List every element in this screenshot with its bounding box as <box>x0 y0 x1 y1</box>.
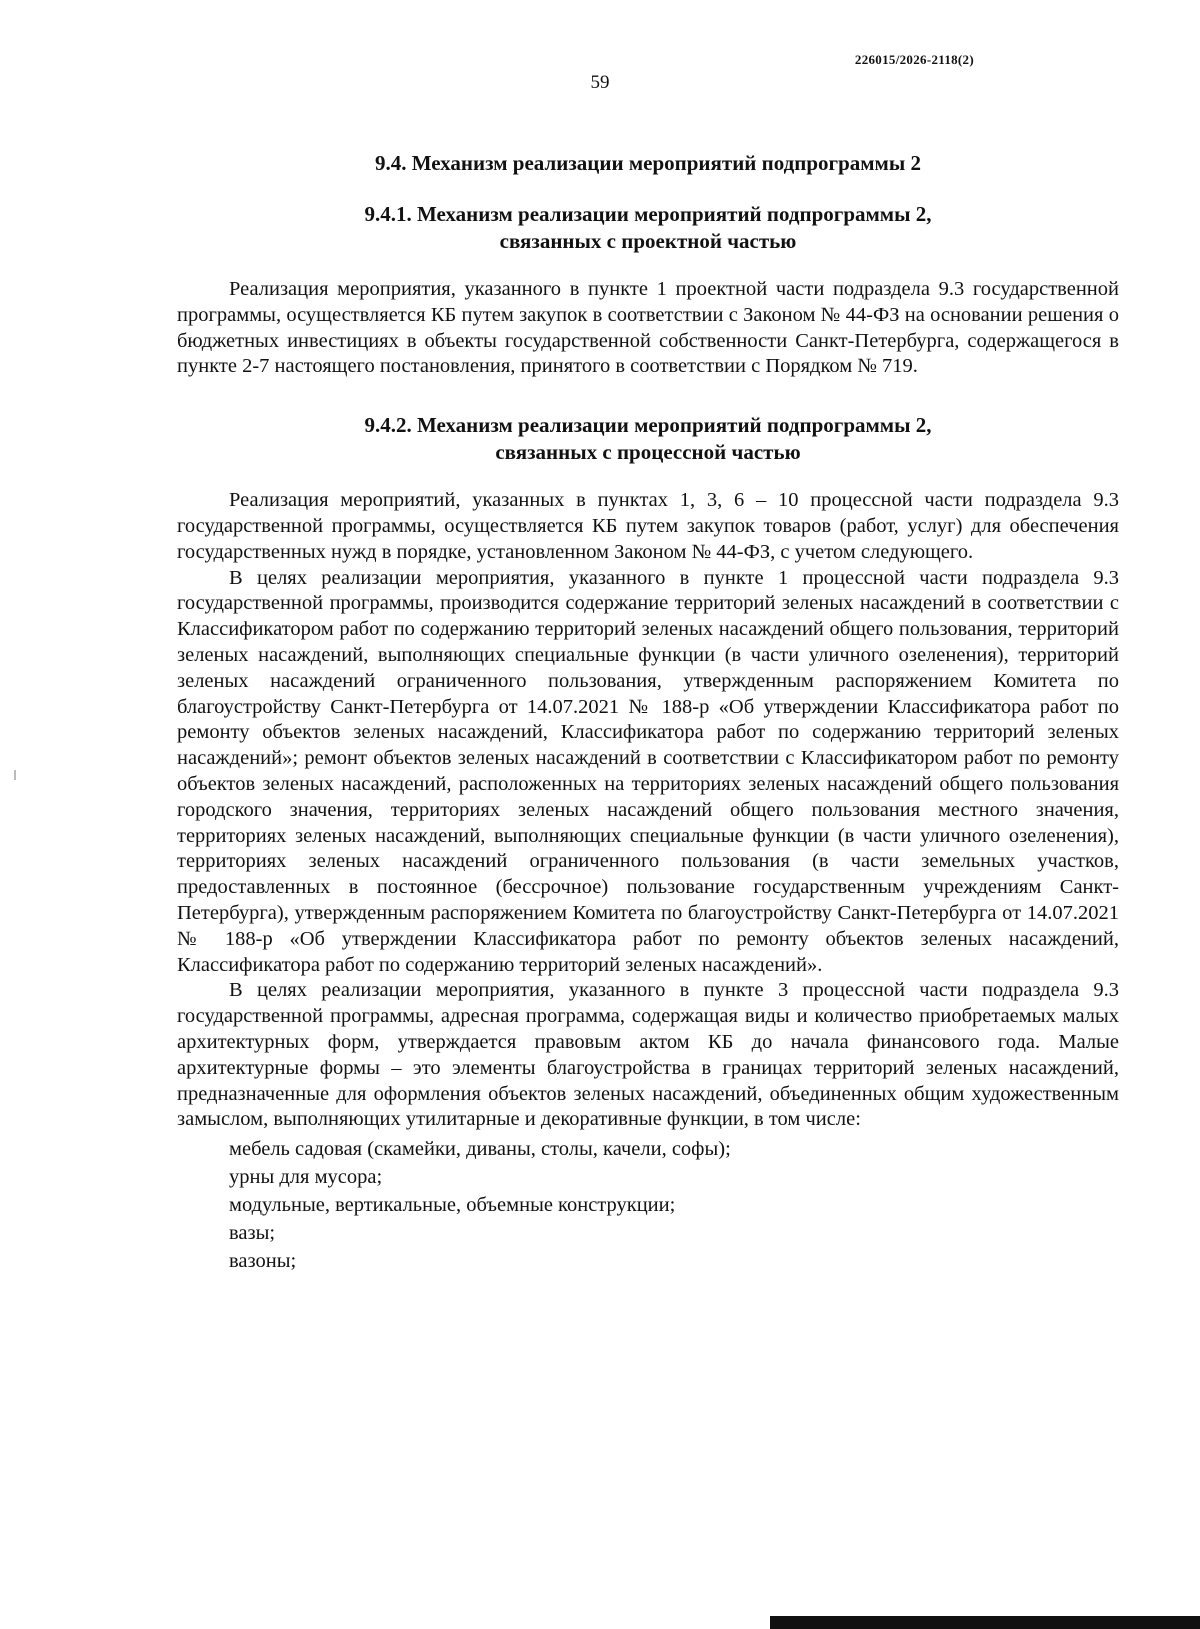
maf-list <box>177 1135 1119 1275</box>
section-main-title: 9.4. Механизм реализации мероприятий подпрограммы 2 <box>374 151 922 175</box>
list-item: вазоны; <box>229 1250 297 1273</box>
list-item: модульные, вертикальные, объемные конструкции; <box>229 1194 676 1217</box>
list-item: вазы; <box>229 1222 276 1245</box>
section-2-title <box>177 412 1119 466</box>
section-1-title-line2: связанных с проектной частью <box>499 229 797 253</box>
section-2-paragraph-2: В целях реализации мероприятия, указанного в пункте 1 процессной части подраздела 9.3 государственной программы, производится содержание территорий зеленых насаждений в соответствии с Классификатором работ по содержанию территорий зеленых насаждений общего пользования, территорий зеленых насаждений, выполняющих специальные функции (в части уличного озеленения), территорий зеленых насаждений ограниченного пользования, утвержденным распоряжением Комитета по благоустройству Санкт-Петербурга от 14.07.2021 № 188-р «Об утверждении Классификатора работ по ремонту объектов зеленых насаждений, Классификатора работ по содержанию территорий зеленых насаждений»; ремонт объектов зеленых насаждений в соответствии с Классификатором работ по ремонту объектов зеленых насаждений, расположенных на территориях зеленых насаждений общего пользования городского значения, территориях зеленых насаждений общего пользования местного значения, территориях зеленых насаждений, выполняющих специальные функции (в части уличного озеленения), территориях зеленых насаждений ограниченного пользования (в части земельных участков, предоставленных в постоянное (бессрочное) пользование государственным учреждениям Санкт-Петербурга), утвержденным распоряжением Комитета по благоустройству Санкт-Петербурга от 14.07.2021 № 188-р «Об утверждении Классификатора работ по ремонту объектов зеленых насаждений, Классификатора работ по содержанию территорий зеленых насаждений». <box>177 566 1119 976</box>
list-item: урны для мусора; <box>229 1166 383 1189</box>
section-1-paragraph: Реализация мероприятия, указанного в пункте 1 проектной части подраздела 9.3 государственной программы, осуществляется КБ путем закупок в соответствии с Законом № 44-ФЗ на основании решения о бюджетных инвестициях в объекты государственной собственности Санкт-Петербурга, содержащегося в пункте 2-7 настоящего постановления, принятого в соответствии с Порядком № 719. <box>177 278 1119 378</box>
section-2-title-line2: связанных с процессной частью <box>495 440 801 465</box>
section-2-paragraph-1: Реализация мероприятий, указанных в пунктах 1, 3, 6 – 10 процессной части подраздела 9.3 государственной программы, осуществляется КБ путем закупок товаров (работ, услуг) для обеспечения государственных нужд в порядке, установленном Законом № 44-ФЗ, с учетом следующего. <box>177 489 1119 563</box>
section-1-title-line1: 9.4.1. Механизм реализации мероприятий подпрограммы 2, <box>364 202 932 226</box>
section-2-paragraph-3: В целях реализации мероприятия, указанного в пункте 3 процессной части подраздела 9.3 государственной программы, адресная программа, содержащая виды и количество приобретаемых малых архитектурных форм, утверждается правовым актом КБ до начала финансового года. Малые архитектурные формы – это элементы благоустройства в границах территорий зеленых насаждений, предназначенные для оформления объектов зеленых насаждений, объединенных общим художественным замыслом, выполняющих утилитарные и декоративные функции, в том числе: <box>177 979 1119 1131</box>
page-number: 59 <box>590 72 610 93</box>
list-item: мебель садовая (скамейки, диваны, столы, качели, софы); <box>229 1138 731 1161</box>
scan-artifact-bar <box>770 1616 1200 1629</box>
section-1-title <box>177 201 1119 255</box>
document-id: 226015/2026-2118(2) <box>854 52 974 67</box>
section-2-title-line1: 9.4.2. Механизм реализации мероприятий подпрограммы 2, <box>364 413 932 438</box>
document-body <box>177 150 1119 1275</box>
scan-artifact-mark <box>14 770 16 780</box>
